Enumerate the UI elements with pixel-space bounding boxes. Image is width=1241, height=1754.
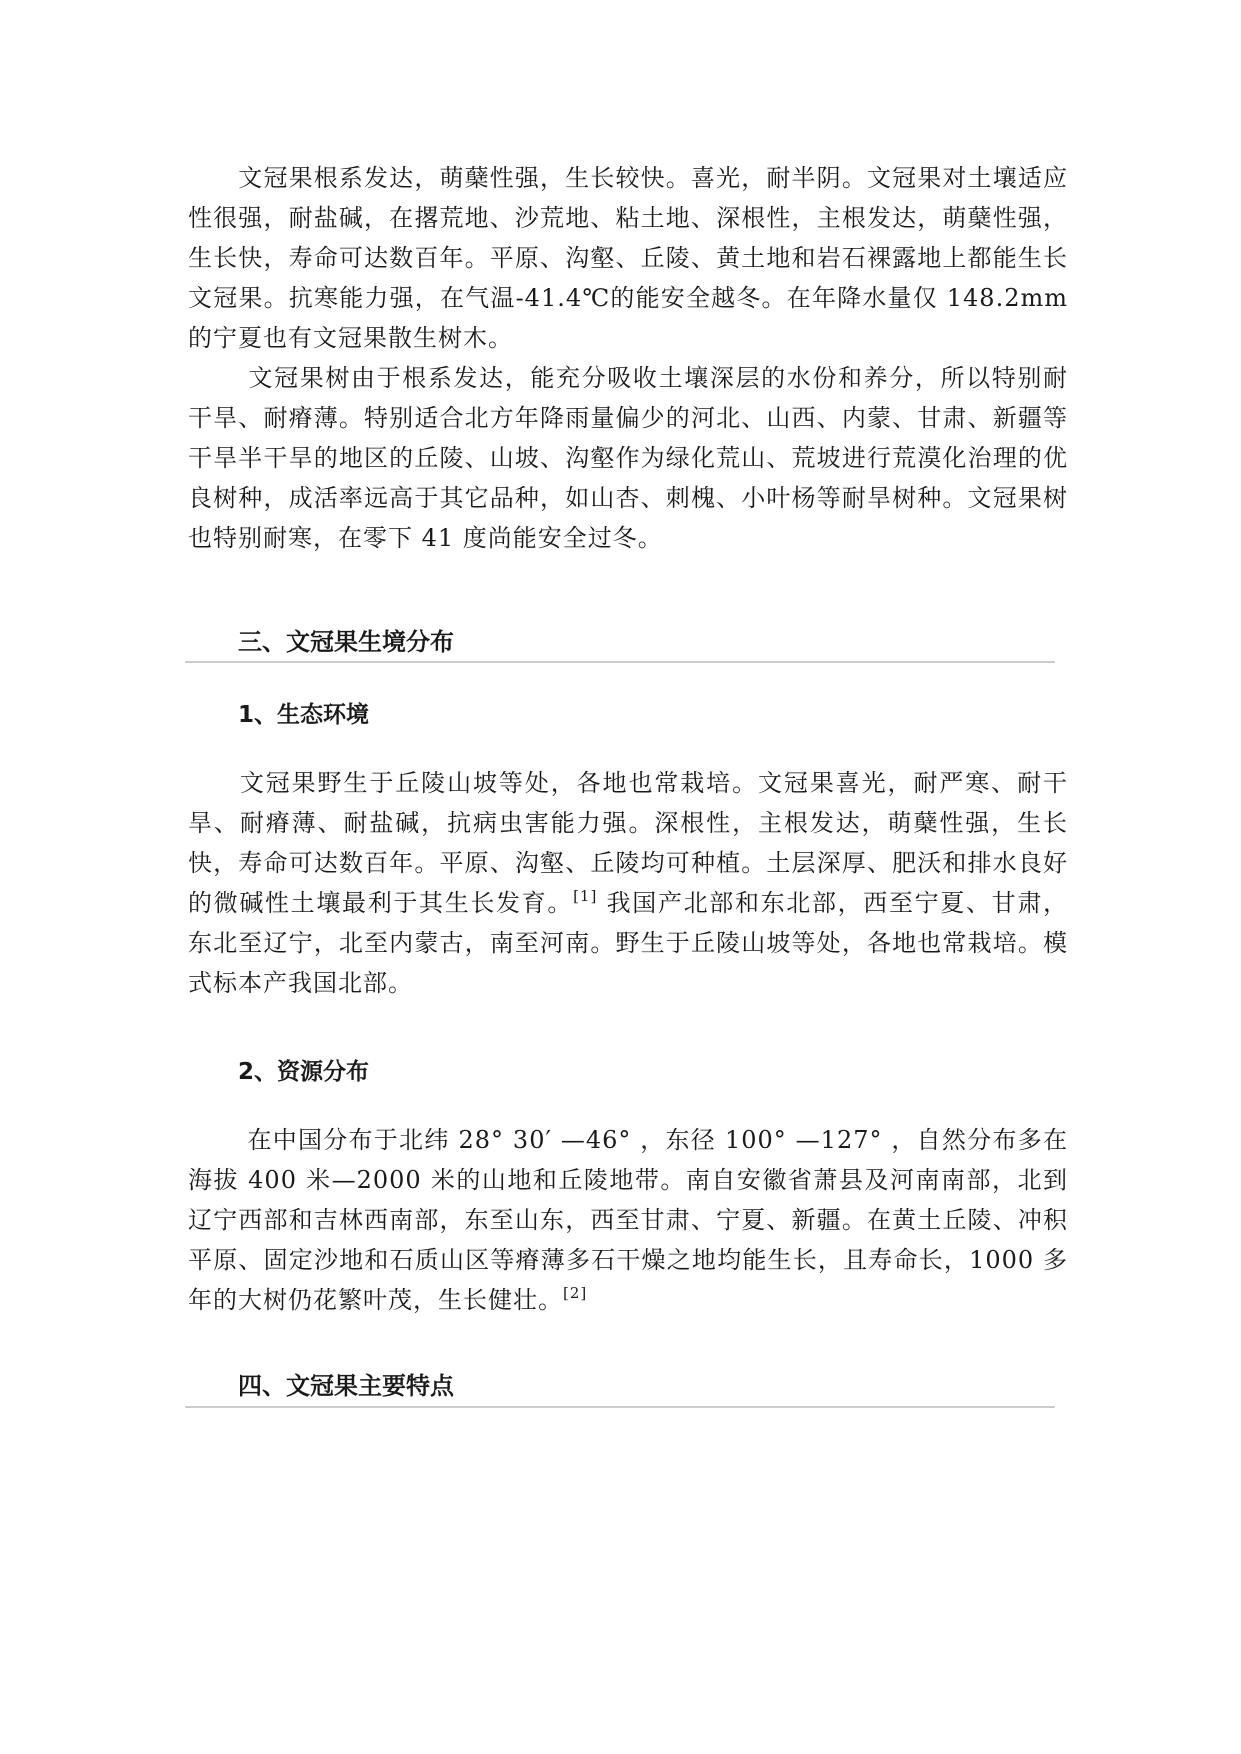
citation-2[interactable]: [2]: [563, 1284, 588, 1302]
paragraph-ecology-tail: 我国产北部和东北部，西至宁夏、甘肃，东北至辽宁，北至内蒙古，南至河南。野生于丘陵山坡等处，各地也常栽培。模式标本产我国北部。: [188, 889, 1068, 997]
paragraph-root-system: 文冠果根系发达，萌蘖性强，生长较快。喜光，耐半阴。文冠果对土壤适应性很强，耐盐碱，在撂荒地、沙荒地、粘土地、深根性，主根发达，萌蘖性强，生长快，寿命可达数百年。平原、沟壑、丘陵、黄土地和岩石裸露地上都能生长文冠果。抗寒能力强，在气温-41.4℃的能安全越冬。在年降水量仅 148.2mm 的宁夏也有文冠果散生树木。: [188, 164, 1068, 352]
paragraph-ecology: [188, 763, 1068, 1003]
section-divider: [185, 1406, 1055, 1408]
section-heading-habitat: 三、文冠果生境分布: [238, 628, 454, 656]
paragraph-ecology-text: 文冠果野生于丘陵山坡等处，各地也常栽培。文冠果喜光，耐严寒、耐干旱、耐瘠薄、耐盐碱，抗病虫害能力强。深根性，主根发达，萌蘖性强，生长快，寿命可达数百年。平原、沟壑、丘陵均可种植。土层深厚、肥沃和排水良好的微碱性土壤最利于其生长发育。: [188, 769, 1068, 917]
section-heading-features: 四、文冠果主要特点: [238, 1372, 454, 1400]
paragraph-distribution-text: 在中国分布于北纬 28° 30′ —46° ，东径 100° —127° ，自然分布多在海拔 400 米—2000 米的山地和丘陵地带。南自安徽省萧县及河南南部，北到辽宁西部和吉林西南部，东至山东，西至甘肃、宁夏、新疆。在黄土丘陵、冲积平原、固定沙地和石质山区等瘠薄多石干燥之地均能生长，且寿命长，1000 多年的大树仍花繁叶茂，生长健壮。: [188, 1126, 1068, 1314]
subheading-ecological-environment: 1、生态环境: [238, 702, 370, 728]
section-divider: [185, 661, 1055, 663]
subheading-resource-distribution: 2、资源分布: [238, 1059, 370, 1085]
paragraph-distribution: [188, 1120, 1068, 1320]
citation-1[interactable]: [1]: [573, 887, 598, 905]
paragraph-drought-tolerance: 文冠果树由于根系发达，能充分吸收土壤深层的水份和养分，所以特别耐干旱、耐瘠薄。特别适合北方年降雨量偏少的河北、山西、内蒙、甘肃、新疆等干旱半干旱的地区的丘陵、山坡、沟壑作为绿化荒山、荒坡进行荒漠化治理的优良树种，成活率远高于其它品种，如山杏、刺槐、小叶杨等耐旱树种。文冠果树也特别耐寒，在零下 41 度尚能安全过冬。: [188, 364, 1068, 552]
